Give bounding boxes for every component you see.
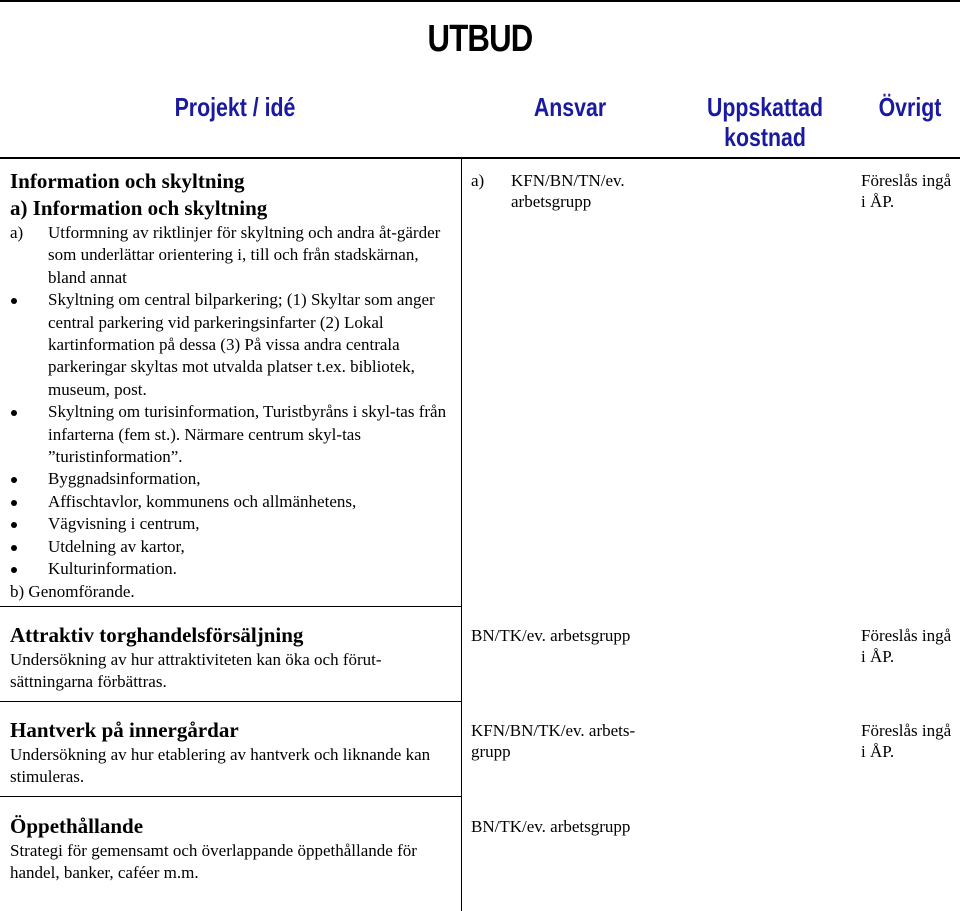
row-text: Undersökning av hur etablering av hantverk och liknande kan stimuleras. — [10, 745, 431, 786]
bullet-text: Skyltning om turisinformation, Turistbyråns i skyl-tas från infarterna (fem st.). Närmare centrum skyl-tas ”turistinformation”. — [48, 402, 447, 467]
bullet-item — [10, 468, 455, 490]
row-ovrigt: Föreslås ingå i ÅP. — [861, 626, 952, 666]
row-footer: b) Genomförande. — [10, 581, 135, 601]
header-rule — [0, 157, 960, 159]
bullet-text: Skyltning om central bilparkering; (1) Skyltar som anger central parkering vid parkeringsinfarter (2) Lokal kartinformation på dessa (3) På vissa andra centrala parkeringar skyltas mot utvalda platser t.ex. bibliotek, museum, post. — [48, 290, 435, 399]
bullet-item — [10, 401, 455, 468]
row-ansvar: BN/TK/ev. arbetsgrupp — [471, 626, 631, 645]
row-hantverk — [10, 717, 455, 788]
row-torghandel — [10, 622, 455, 693]
row-heading: Information och skyltning — [10, 169, 245, 193]
bullet-item — [10, 289, 455, 401]
bullet-item — [10, 513, 455, 535]
row-separator — [0, 701, 461, 702]
column-divider — [461, 159, 462, 911]
page-title: UTBUD — [427, 18, 533, 60]
row-ansvar — [471, 170, 671, 212]
row-text: Undersökning av hur attraktiviteten kan öka och förut-sättningarna förbättras. — [10, 650, 382, 691]
ansvar-text: KFN/BN/TN/ev. arbetsgrupp — [511, 171, 625, 211]
column-header-kostnad-line1: Uppskattad — [706, 92, 824, 122]
top-rule — [0, 0, 960, 2]
bullet-text: Byggnadsinformation, — [48, 469, 201, 489]
list-item — [10, 222, 455, 289]
row-separator — [0, 606, 461, 607]
bullet-text: Utdelning av kartor, — [48, 536, 185, 556]
bullet-text: Kulturinformation. — [48, 559, 177, 579]
row-heading: Hantverk på innergårdar — [10, 718, 239, 742]
ansvar-marker: a) — [471, 171, 485, 190]
column-header-projekt: Projekt / idé — [174, 92, 296, 122]
column-header-ovrigt: Övrigt — [878, 92, 942, 122]
column-header-ansvar: Ansvar — [533, 92, 607, 122]
row-text: Strategi för gemensamt och överlappande öppethållande för handel, banker, caféer m.m. — [10, 841, 417, 882]
list-marker: a) — [10, 223, 24, 242]
row-ansvar: BN/TK/ev. arbetsgrupp — [471, 817, 631, 836]
column-header-kostnad-line2: kostnad — [724, 122, 806, 152]
column-header-kostnad — [679, 92, 851, 152]
bullet-text: Affischtavlor, kommunens och allmänhetens, — [48, 491, 357, 511]
bullet-item — [10, 558, 455, 580]
bullet-item — [10, 536, 455, 558]
bullet-text: Vägvisning i centrum, — [48, 514, 200, 534]
row-ansvar: KFN/BN/TK/ev. arbets-grupp — [471, 721, 636, 761]
row-subheading: a) Information och skyltning — [10, 196, 268, 220]
row-heading: Öppethållande — [10, 814, 144, 838]
row-oppethallande — [10, 813, 455, 884]
row-heading: Attraktiv torghandelsförsäljning — [10, 623, 304, 647]
row-separator — [0, 796, 461, 797]
list-item-text: Utformning av riktlinjer för skyltning och andra åt-gärder som underlättar orientering i, till och från stadskärnan, bland annat — [48, 223, 441, 287]
bullet-item — [10, 491, 455, 513]
row-ovrigt: Föreslås ingå i ÅP. — [861, 171, 952, 211]
row-information-skyltning — [10, 168, 455, 603]
row-ovrigt: Föreslås ingå i ÅP. — [861, 721, 952, 761]
